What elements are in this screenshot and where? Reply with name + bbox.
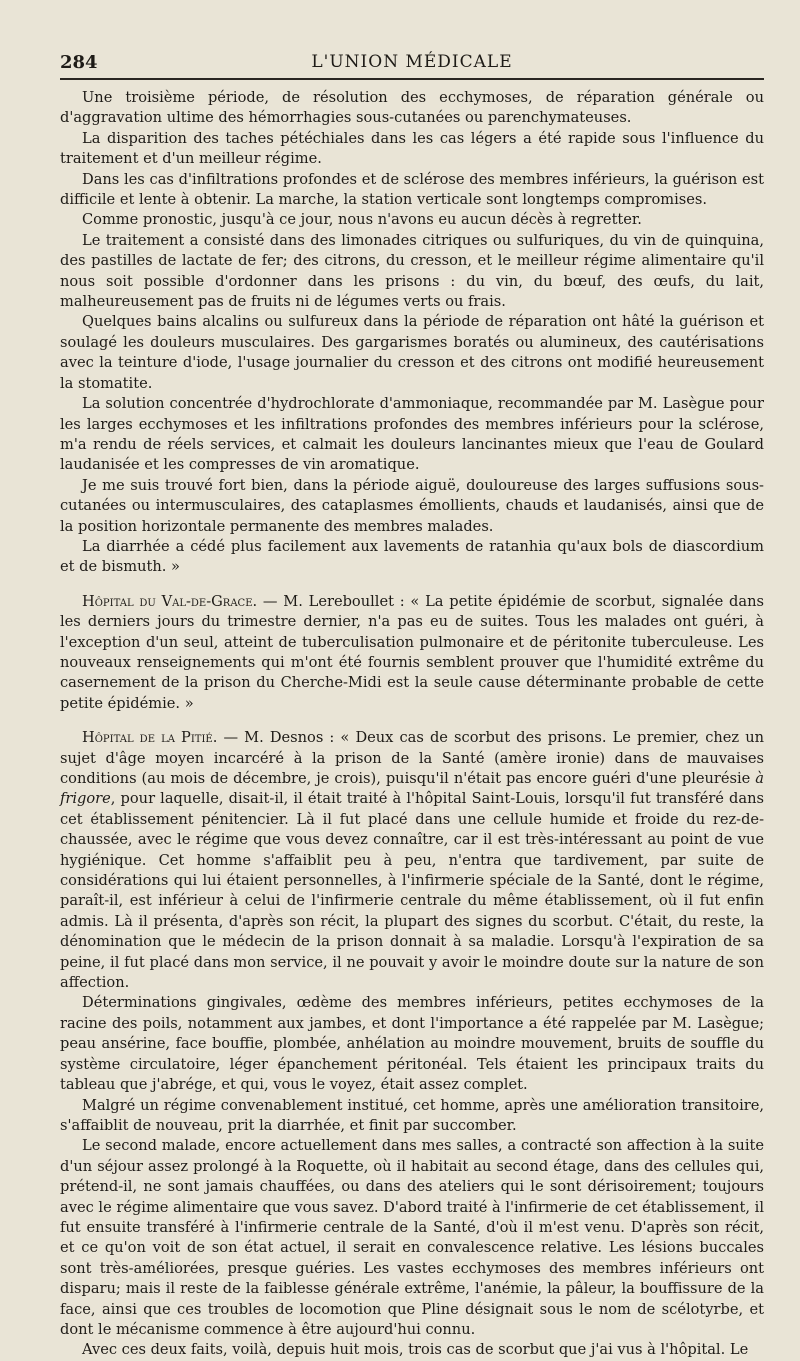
paragraph: Comme pronostic, jusqu'à ce jour, nous n'avons eu aucun décès à regretter. [82, 211, 642, 229]
paragraph: Une troisième période, de résolution des ecchymoses, de réparation générale ou d'aggravation ultime des hémorrhagies sous-cutanées ou parenchymateuses. [60, 89, 764, 127]
page-header [60, 46, 764, 80]
report-text: — M. Desnos : « Deux cas de scorbut des prisons. Le premier, chez un sujet d'âge moyen incarcéré à la prison de la Santé (amère ironie) dans de mauvaises conditions (au mois de décembre, je crois), puisqu'il n'était pas encore guéri d'une pleurésie [60, 729, 764, 787]
report-text: — M. Lereboullet : « La petite épidémie de scorbut, signalée dans les derniers jours du trimestre dernier, n'a pas eu de suites. Tous les malades ont guéri, à l'exception d'un seul, atteint de tuberculisation pulmonaire et de péritonite tuberculeuse. Les nouveaux renseignements qui m'ont été fournis semblent prouver que l'humidité extrême du casernement de la prison du Cherche-Midi est la seule cause déterminante probable de cette petite épidémie. » [60, 592, 764, 712]
italic-term: à frigore [60, 770, 764, 808]
val-de-grace-report [60, 592, 764, 714]
paragraph: Le traitement a consisté dans des limonades citriques ou sulfuriques, du vin de quinquina, des pastilles de lactate de fer; des citrons, du cresson, et le meilleur régime alimentaire qu'il nous soit possible d'ordonner dans les prisons : du vin, du bœuf, des œufs, du lait, malheureusement pas de fruits ni de légumes verts ou frais. [60, 231, 764, 311]
article-body [60, 88, 764, 1361]
running-head: L'UNION MÉDICALE [311, 52, 513, 72]
paragraph: Le second malade, encore actuellement dans mes salles, a contracté son affection à la suite d'un séjour assez prolongé à la Roquette, où il habitait au second étage, dans des cellules qui, prétend-il, ne sont jamais chauffées, ou dans des ateliers qui le sont dérisoirement; toujours avec le régime alimentaire que vous savez. D'abord traité à l'infirmerie de cet établissement, il fut ensuite transféré à l'infirmerie centrale de la Santé, d'où il m'est venu. D'après son récit, et ce qu'on voit de son état actuel, il serait en convalescence relative. Les lésions buccales sont très-améliorées, presque guéries. Les vastes ecchymoses des membres inférieurs ont disparu; mais il reste de la faiblesse générale extrême, l'anémie, la pâleur, la bouffissure de la face, ainsi que ces troubles de locomotion que Pline désignait sous le nom de scélotyrbe, et dont le mécanisme commence à être aujourd'hui connu. [60, 1137, 764, 1338]
page-number: 284 [60, 52, 98, 73]
paragraph: Je me suis trouvé fort bien, dans la période aiguë, douloureuse des larges suffusions sous-cutanées ou intermusculaires, des cataplasmes émollients, chauds et laudanisés, ainsi que de la position horizontale permanente des membres malades. [60, 476, 764, 535]
paragraph: Dans les cas d'infiltrations profondes et de sclérose des membres inférieurs, la guérison est difficile et lente à obtenir. La marche, la station verticale sont longtemps compromises. [60, 170, 764, 209]
paragraph: Avec ces deux faits, voilà, depuis huit mois, trois cas de scorbut que j'ai vus à l'hôpital. Le [82, 1341, 749, 1359]
paragraph: Déterminations gingivales, œdème des membres inférieurs, petites ecchymoses de la racine des poils, notamment aux jambes, et dont l'importance a été rappelée par M. Lasègue; peau ansérine, face bouffie, plombée, anhélation au moindre mouvement, bruits de souffle du système circulatoire, léger épanchement péritonéal. Tels étaient les principaux traits du tableau que j'abrége, et qui, vous le voyez, était assez complet. [60, 994, 764, 1094]
report-text: , pour laquelle, disait-il, il était traité à l'hôpital Saint-Louis, lorsqu'il fut transféré dans cet établissement pénitencier. Là il fut placé dans une cellule humide et froide du rez-de-chaussée, avec le régime que vous devez connaître, car il est très-intéressant au point de vue hygiénique. Cet homme s'affaiblit peu à peu, n'entra que tardivement, par suite de considérations qui lui étaient personnelles, à l'infirmerie spéciale de la Santé, dont le régime, paraît-il, est inférieur à celui de l'infirmerie centrale du même établissement, où il fut enfin admis. Là il présenta, d'après son récit, la plupart des signes du scorbut. C'était, du reste, la dénomination que le médecin de la prison donnait à sa maladie. Lorsqu'à l'expiration de sa peine, il fut placé dans mon service, il ne pouvait y avoir le moindre doute sur la nature de son affection. [60, 790, 764, 992]
paragraph: Quelques bains alcalins ou sulfureux dans la période de réparation ont hâté la guérison et soulagé les douleurs musculaires. Des gargarismes boratés ou alumineux, des cautérisations avec la teinture d'iode, l'usage journalier du cresson et des citrons ont modifié heureusement la stomatite. [60, 313, 764, 392]
paragraph: Malgré un régime convenablement institué, cet homme, après une amélioration transitoire, s'affaiblit de nouveau, prit la diarrhée, et finit par succomber. [60, 1096, 764, 1134]
section-heading: Hôpital du Val-de-Grace. [82, 592, 258, 610]
pitie-report [60, 728, 764, 993]
paragraph: La solution concentrée d'hydrochlorate d'ammoniaque, recommandée par M. Lasègue pour les larges ecchymoses et les infiltrations profondes des membres inférieurs pour la sclérose, m'a rendu de réels services, et calmait les douleurs lancinantes mieux que l'eau de Goulard laudanisée et les compresses de vin aromatique. [60, 395, 764, 474]
paragraph: La diarrhée a cédé plus facilement aux lavements de ratanhia qu'aux bols de diascordium et de bismuth. » [60, 537, 764, 576]
paragraph: La disparition des taches pétéchiales dans les cas légers a été rapide sous l'influence du traitement et d'un meilleur régime. [60, 129, 764, 168]
section-heading: Hôpital de la Pitié. [82, 729, 218, 747]
